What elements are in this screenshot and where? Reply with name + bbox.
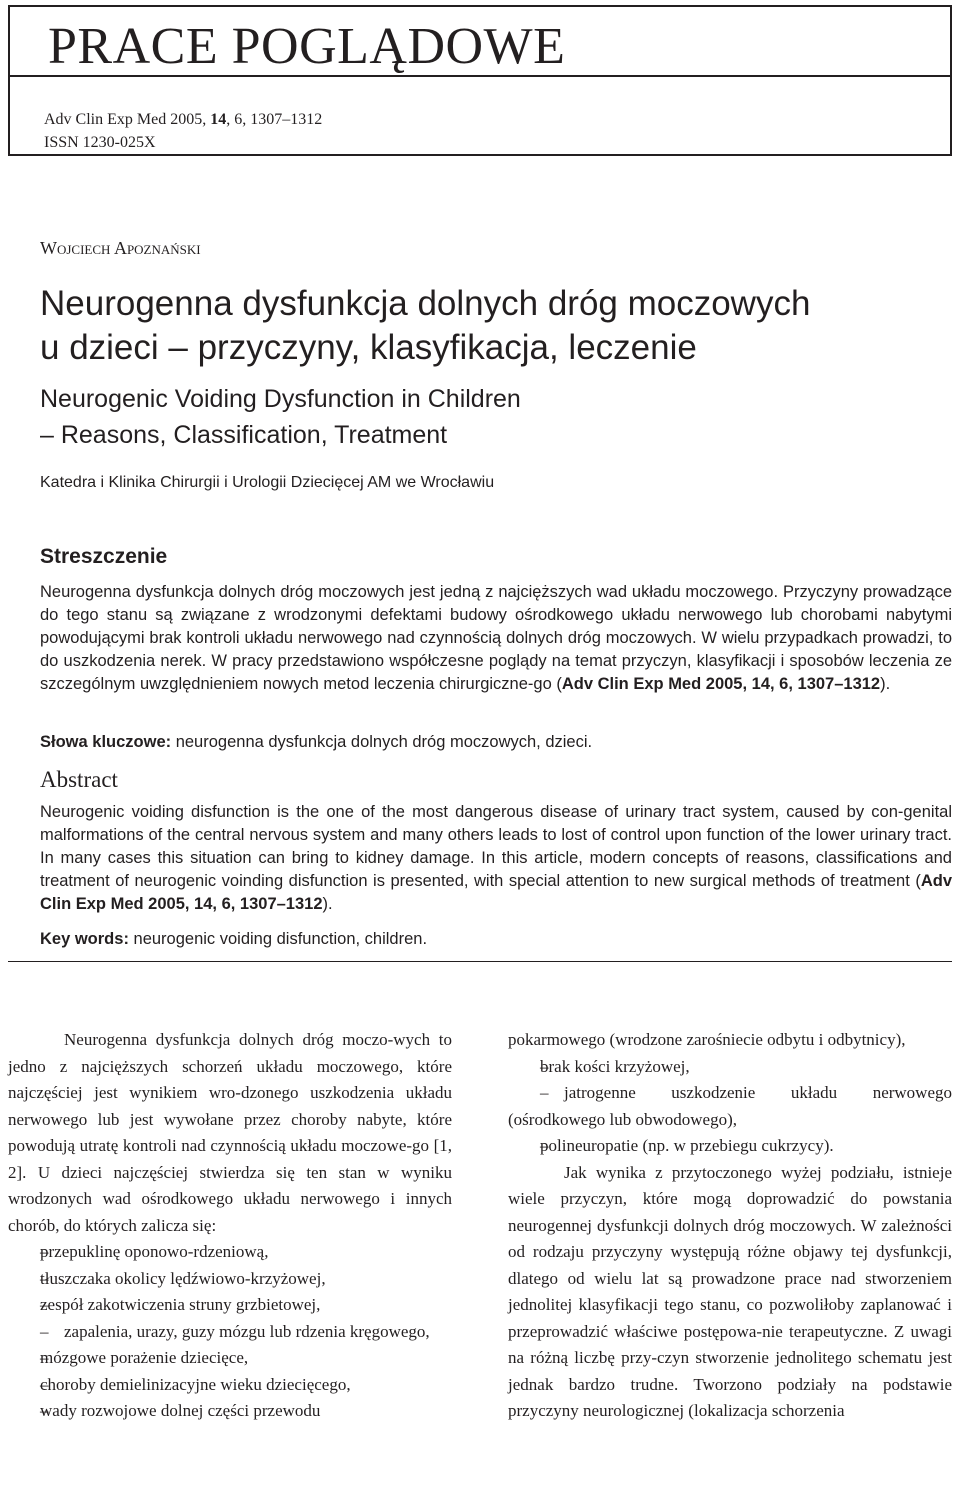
abstract-citation-pl: Adv Clin Exp Med 2005, 14, 6, 1307–1312 [561,675,881,693]
journal-citation-line [44,108,322,131]
body-column-right [508,1027,952,1425]
journal-issn: ISSN 1230-025X [44,134,156,151]
keywords-label-en: Key words: [40,930,129,948]
abstract-heading-pl: Streszczenie [40,545,168,568]
list-item: – jatrogenne uszkodzenie układu nerwowego (ośrodkowego lub obwodowego), [508,1080,952,1133]
header-box [8,5,952,156]
author-name: Wojciech Apoznański [40,238,201,258]
abstract-text-pl [40,581,952,696]
list-item: – wady rozwojowe dolnej części przewodu [8,1398,452,1425]
affiliation: Katedra i Klinika Chirurgii i Urologii Dziecięcej AM we Wrocławiu [40,474,495,491]
abstract-text-en [40,801,952,916]
list-item: – choroby demielinizacyjne wieku dziecięcego, [8,1372,452,1399]
section-rule [8,961,952,962]
abstract-heading-en: Abstract [40,767,118,792]
keywords-pl [40,731,952,754]
abstract-citation-en: Adv Clin Exp Med 2005, 14, 6, 1307–1312 [40,872,952,913]
abstract-end-en: ). [322,895,333,913]
abstract-end-pl: ). [880,675,891,693]
keywords-value-pl: neurogenna dysfunkcja dolnych dróg moczowych, dzieci. [171,733,593,751]
journal-volume: 14 [210,111,227,128]
keywords-label-pl: Słowa kluczowe: [40,733,172,751]
journal-info [44,108,322,154]
list-item: – tłuszczaka okolicy lędźwiowo-krzyżowej, [8,1266,452,1293]
body-paragraph: Neurogenna dysfunkcja dolnych dróg moczo-wych to jedno z najcięższych schorzeń układu moczowego, które najczęściej jest wynikiem wro-dzonego uszkodzenia układu nerwowego lub jest wywołane przez choroby nabyte, które powodują utratę kontroli nad czynnością układu moczowe-go [1, 2]. U dzieci najczęściej stwierdza się ten stan w wyniku wrodzonych wad ośrodkowego układu nerwowego i innych chorób, do których zalicza się: [8,1030,452,1235]
body-paragraph-continued: pokarmowego (wrodzone zarośniecie odbytu i odbytnicy), [508,1030,906,1049]
keywords-en [40,928,952,951]
journal-pages: , 6, 1307–1312 [226,111,323,128]
header-divider [10,75,950,77]
body-paragraph: Jak wynika z przytoczonego wyżej podziału, istnieje wiele przyczyn, które mogą doprowadzić do powstania neurogennej dysfunkcji dolnych dróg moczowych. W zależności od rodzaju przyczyny występują różne objawy tej dysfunkcji, dlatego od wielu lat są prowadzone prace nad stworzeniem jednolitej klasyfikacji tego stanu, co pozwoliłoby zaplanować i przeprowadzić właściwe postępowa-nie terapeutyczne. Z uwagi na różną liczbę przy-czyn stworzenie jednolitego schematu jest jednak bardzo trudne. Tworzono podziały na podstawie przyczyny neurologicznej (lokalizacja schorzenia [508,1162,952,1420]
list-item: – zapalenia, urazy, guzy mózgu lub rdzenia kręgowego, [8,1319,452,1346]
list-item: – zespół zakotwiczenia struny grzbietowej, [8,1292,452,1319]
abstract-body-en: Neurogenic voiding disfunction is the one of the most dangerous disease of urinary tract system, caused by con-genital malformations of the central nervous system and many others leads to lost of control upon function of the lower urinary tract. In many cases this situation can bring to kidney damage. In this article, modern concepts of reasons, classifications and treatment of neurogenic voinding disfunction is presented, with special attention to new surgical methods of treatment ( [40,803,952,890]
list-item: – brak kości krzyżowej, [508,1054,952,1081]
title-english: Neurogenic Voiding Dysfunction in Children – Reasons, Classification, Treatment [40,385,521,449]
title-polish: Neurogenna dysfunkcja dolnych dróg moczowych u dzieci – przyczyny, klasyfikacja, leczenie [40,284,811,367]
keywords-value-en: neurogenic voiding disfunction, children. [128,930,428,948]
section-label: PRACE POGLĄDOWE [48,18,566,75]
list-item: – polineuropatie (np. w przebiegu cukrzycy). [508,1133,952,1160]
abstract-body-pl: Neurogenna dysfunkcja dolnych dróg moczowych jest jedną z najcięższych wad układu moczowego. Przyczyny prowadzące do tego stanu są związane z wrodzonymi defektami budowy ośrodkowego układu nerwowego lub chorobami nabytymi powodującymi brak kontroli układu nerwowego nad czynnością dolnych dróg moczowych. W wielu przypadkach prowadzi, to do uszkodzenia nerek. W pracy przedstawiono współczesne poglądy na temat przyczyn, klasyfikacji i sposobów leczenia ze szczególnym uwzględnieniem nowych metod leczenia chirurgiczne-go ( [40,583,952,693]
list-item: – mózgowe porażenie dziecięce, [8,1345,452,1372]
body-column-left [8,1027,452,1425]
journal-name: Adv Clin Exp Med 2005, [44,111,211,128]
list-item: – przepuklinę oponowo-rdzeniową, [8,1239,452,1266]
